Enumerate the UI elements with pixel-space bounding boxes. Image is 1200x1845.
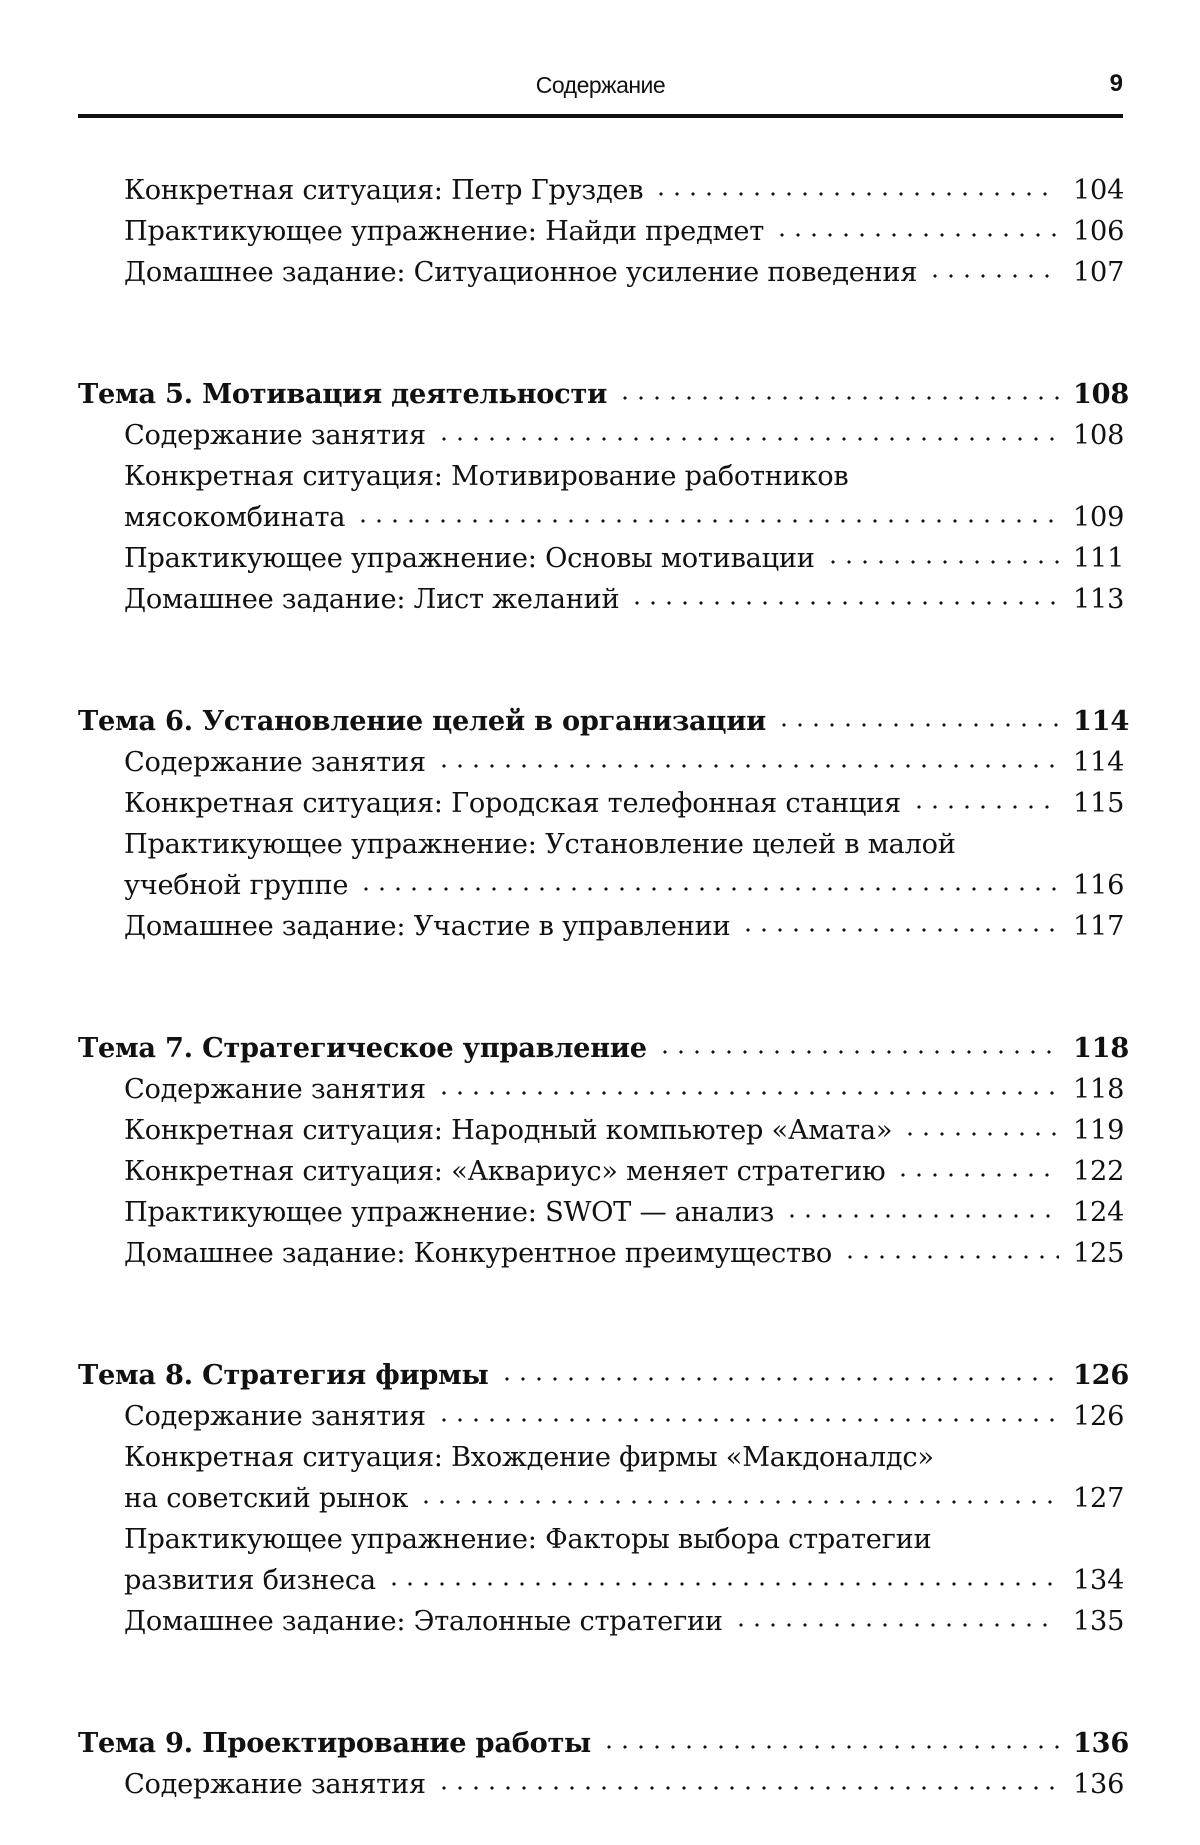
toc-page-number: 117 [1073, 911, 1125, 942]
toc-entry-title-continuation: развития бизнеса [124, 1565, 376, 1596]
dot-leader [653, 172, 1059, 199]
toc-entry-title: Практикующее упражнение: Основы мотивации [124, 543, 815, 574]
toc-entry-title-first-line: Практикующее упражнение: Факторы выбора стратегии [124, 1524, 932, 1555]
toc-page-number: 113 [1073, 584, 1125, 615]
toc-page-number: 122 [1073, 1156, 1125, 1187]
toc-entry-title-first-line: Практикующее упражнение: Установление целей в малой [124, 829, 956, 860]
dot-leader [436, 417, 1059, 444]
toc-entry-title: Домашнее задание: Ситуационное усиление поведения [124, 257, 918, 288]
toc-entry [78, 1151, 1123, 1192]
toc-page-number: 134 [1073, 1565, 1125, 1596]
toc-entry-title: Домашнее задание: Лист желаний [124, 584, 620, 615]
toc-entry [78, 497, 1123, 538]
toc-entry-title: Конкретная ситуация: Петр Груздев [124, 175, 644, 206]
dot-leader [911, 785, 1059, 812]
toc-page-number: 106 [1073, 216, 1125, 247]
toc-entry [78, 211, 1123, 252]
toc-entry-title: Конкретная ситуация: «Аквариус» меняет стратегию [124, 1156, 886, 1187]
toc-entry [78, 1560, 1123, 1601]
dot-leader [774, 213, 1059, 240]
dot-leader [733, 1603, 1059, 1630]
toc-entry-title: Содержание занятия [124, 1074, 426, 1105]
toc-page-number: 119 [1073, 1115, 1125, 1146]
toc-section-topic-9 [78, 1723, 1130, 1805]
toc-entry [78, 579, 1123, 620]
toc-entry [78, 1110, 1123, 1151]
toc-entry-title-first-line: Конкретная ситуация: Мотивирование работников [124, 461, 849, 492]
toc-topic-heading [78, 1028, 1130, 1069]
toc-page-number: 136 [1073, 1769, 1125, 1800]
toc-page-number: 118 [1073, 1074, 1125, 1105]
dot-leader [355, 499, 1059, 526]
toc-entry-title: Домашнее задание: Конкурентное преимущество [124, 1238, 832, 1269]
toc-section-topic-8 [78, 1355, 1130, 1642]
toc-topic-heading [78, 1355, 1130, 1396]
toc-page-number: 115 [1073, 788, 1125, 819]
page-number: 9 [1109, 70, 1123, 97]
toc-entry-title: Практикующее упражнение: SWOT — анализ [124, 1197, 775, 1228]
toc-entry-title: Содержание занятия [124, 747, 426, 778]
toc-entry [78, 1478, 1123, 1519]
dot-leader [825, 540, 1059, 567]
dot-leader [657, 1030, 1059, 1057]
toc-entry-title-continuation: мясокомбината [124, 502, 346, 533]
toc-entry [78, 1069, 1123, 1110]
toc-page-number: 127 [1073, 1483, 1125, 1514]
toc-page-number: 124 [1073, 1197, 1125, 1228]
toc-page-number: 125 [1073, 1238, 1125, 1269]
toc-page-number: 114 [1073, 747, 1125, 778]
dot-leader [895, 1153, 1059, 1180]
toc-entry [78, 865, 1123, 906]
toc-page-number: 116 [1073, 870, 1125, 901]
dot-leader [776, 703, 1059, 730]
toc-topic-heading [78, 374, 1130, 415]
toc-entry [78, 252, 1123, 293]
toc-entry [78, 538, 1123, 579]
page-header [78, 60, 1123, 118]
toc-page-number: 107 [1073, 257, 1125, 288]
dot-leader [436, 744, 1059, 771]
running-header-title: Содержание [535, 72, 666, 98]
toc-page-number: 108 [1073, 420, 1125, 451]
dot-leader [740, 908, 1059, 935]
header-rule [78, 114, 1123, 118]
toc-page-number: 126 [1073, 1359, 1130, 1391]
toc-page-number: 109 [1073, 502, 1125, 533]
dot-leader [842, 1235, 1059, 1262]
toc-section-topic-5 [78, 374, 1130, 620]
toc-entry [78, 783, 1123, 824]
toc-topic-heading [78, 701, 1130, 742]
toc-entry-title: Конкретная ситуация: Городская телефонная станция [124, 788, 901, 819]
toc-page-number: 114 [1073, 705, 1130, 737]
toc-entry [78, 1396, 1123, 1437]
dot-leader [617, 376, 1059, 403]
toc-page-number: 108 [1073, 378, 1130, 410]
toc-entry [78, 415, 1123, 456]
toc-page-number: 111 [1073, 543, 1125, 574]
toc-entry [78, 1192, 1123, 1233]
toc-topic-title: Тема 8. Стратегия фирмы [78, 1359, 489, 1391]
dot-leader [418, 1480, 1059, 1507]
dot-leader [358, 867, 1059, 894]
dot-leader [629, 581, 1059, 608]
toc-entry-title: Содержание занятия [124, 1401, 426, 1432]
dot-leader [902, 1112, 1059, 1139]
toc-entry [78, 1601, 1123, 1642]
toc-entry-title: Практикующее упражнение: Найди предмет [124, 216, 764, 247]
toc-entry-title-first-line: Конкретная ситуация: Вхождение фирмы «Макдоналдс» [124, 1442, 934, 1473]
table-of-contents [78, 170, 1130, 1805]
toc-entry-title: Домашнее задание: Эталонные стратегии [124, 1606, 723, 1637]
toc-topic-title: Тема 9. Проектирование работы [78, 1727, 592, 1759]
toc-topic-title: Тема 5. Мотивация деятельности [78, 378, 607, 410]
toc-entry [78, 1233, 1123, 1274]
toc-entry-title: Домашнее задание: Участие в управлении [124, 911, 731, 942]
dot-leader [601, 1725, 1059, 1752]
dot-leader [784, 1194, 1059, 1221]
toc-section-topic-7 [78, 1028, 1130, 1274]
toc-entry [78, 742, 1123, 783]
toc-page-number: 118 [1073, 1032, 1130, 1064]
dot-leader [386, 1562, 1059, 1589]
toc-entry-title: Содержание занятия [124, 420, 426, 451]
toc-entry-title: Конкретная ситуация: Народный компьютер «Амата» [124, 1115, 893, 1146]
toc-topic-title: Тема 7. Стратегическое управление [78, 1032, 647, 1064]
toc-topic-title: Тема 6. Установление целей в организации [78, 705, 767, 737]
toc-section-continuation [78, 170, 1123, 293]
toc-entry-title-continuation: учебной группе [124, 870, 349, 901]
toc-entry-title-continuation: на советский рынок [124, 1483, 409, 1514]
toc-topic-heading [78, 1723, 1130, 1764]
dot-leader [436, 1071, 1059, 1098]
toc-page-number: 136 [1073, 1727, 1130, 1759]
dot-leader [499, 1357, 1059, 1384]
dot-leader [927, 254, 1059, 281]
toc-entry-title: Содержание занятия [124, 1769, 426, 1800]
dot-leader [436, 1398, 1059, 1425]
toc-page-number: 126 [1073, 1401, 1125, 1432]
toc-page-number: 104 [1073, 175, 1125, 206]
toc-section-topic-6 [78, 701, 1130, 947]
toc-entry [78, 906, 1123, 947]
toc-entry [78, 170, 1123, 211]
toc-page-number: 135 [1073, 1606, 1125, 1637]
toc-entry [78, 1764, 1123, 1805]
dot-leader [436, 1766, 1059, 1793]
